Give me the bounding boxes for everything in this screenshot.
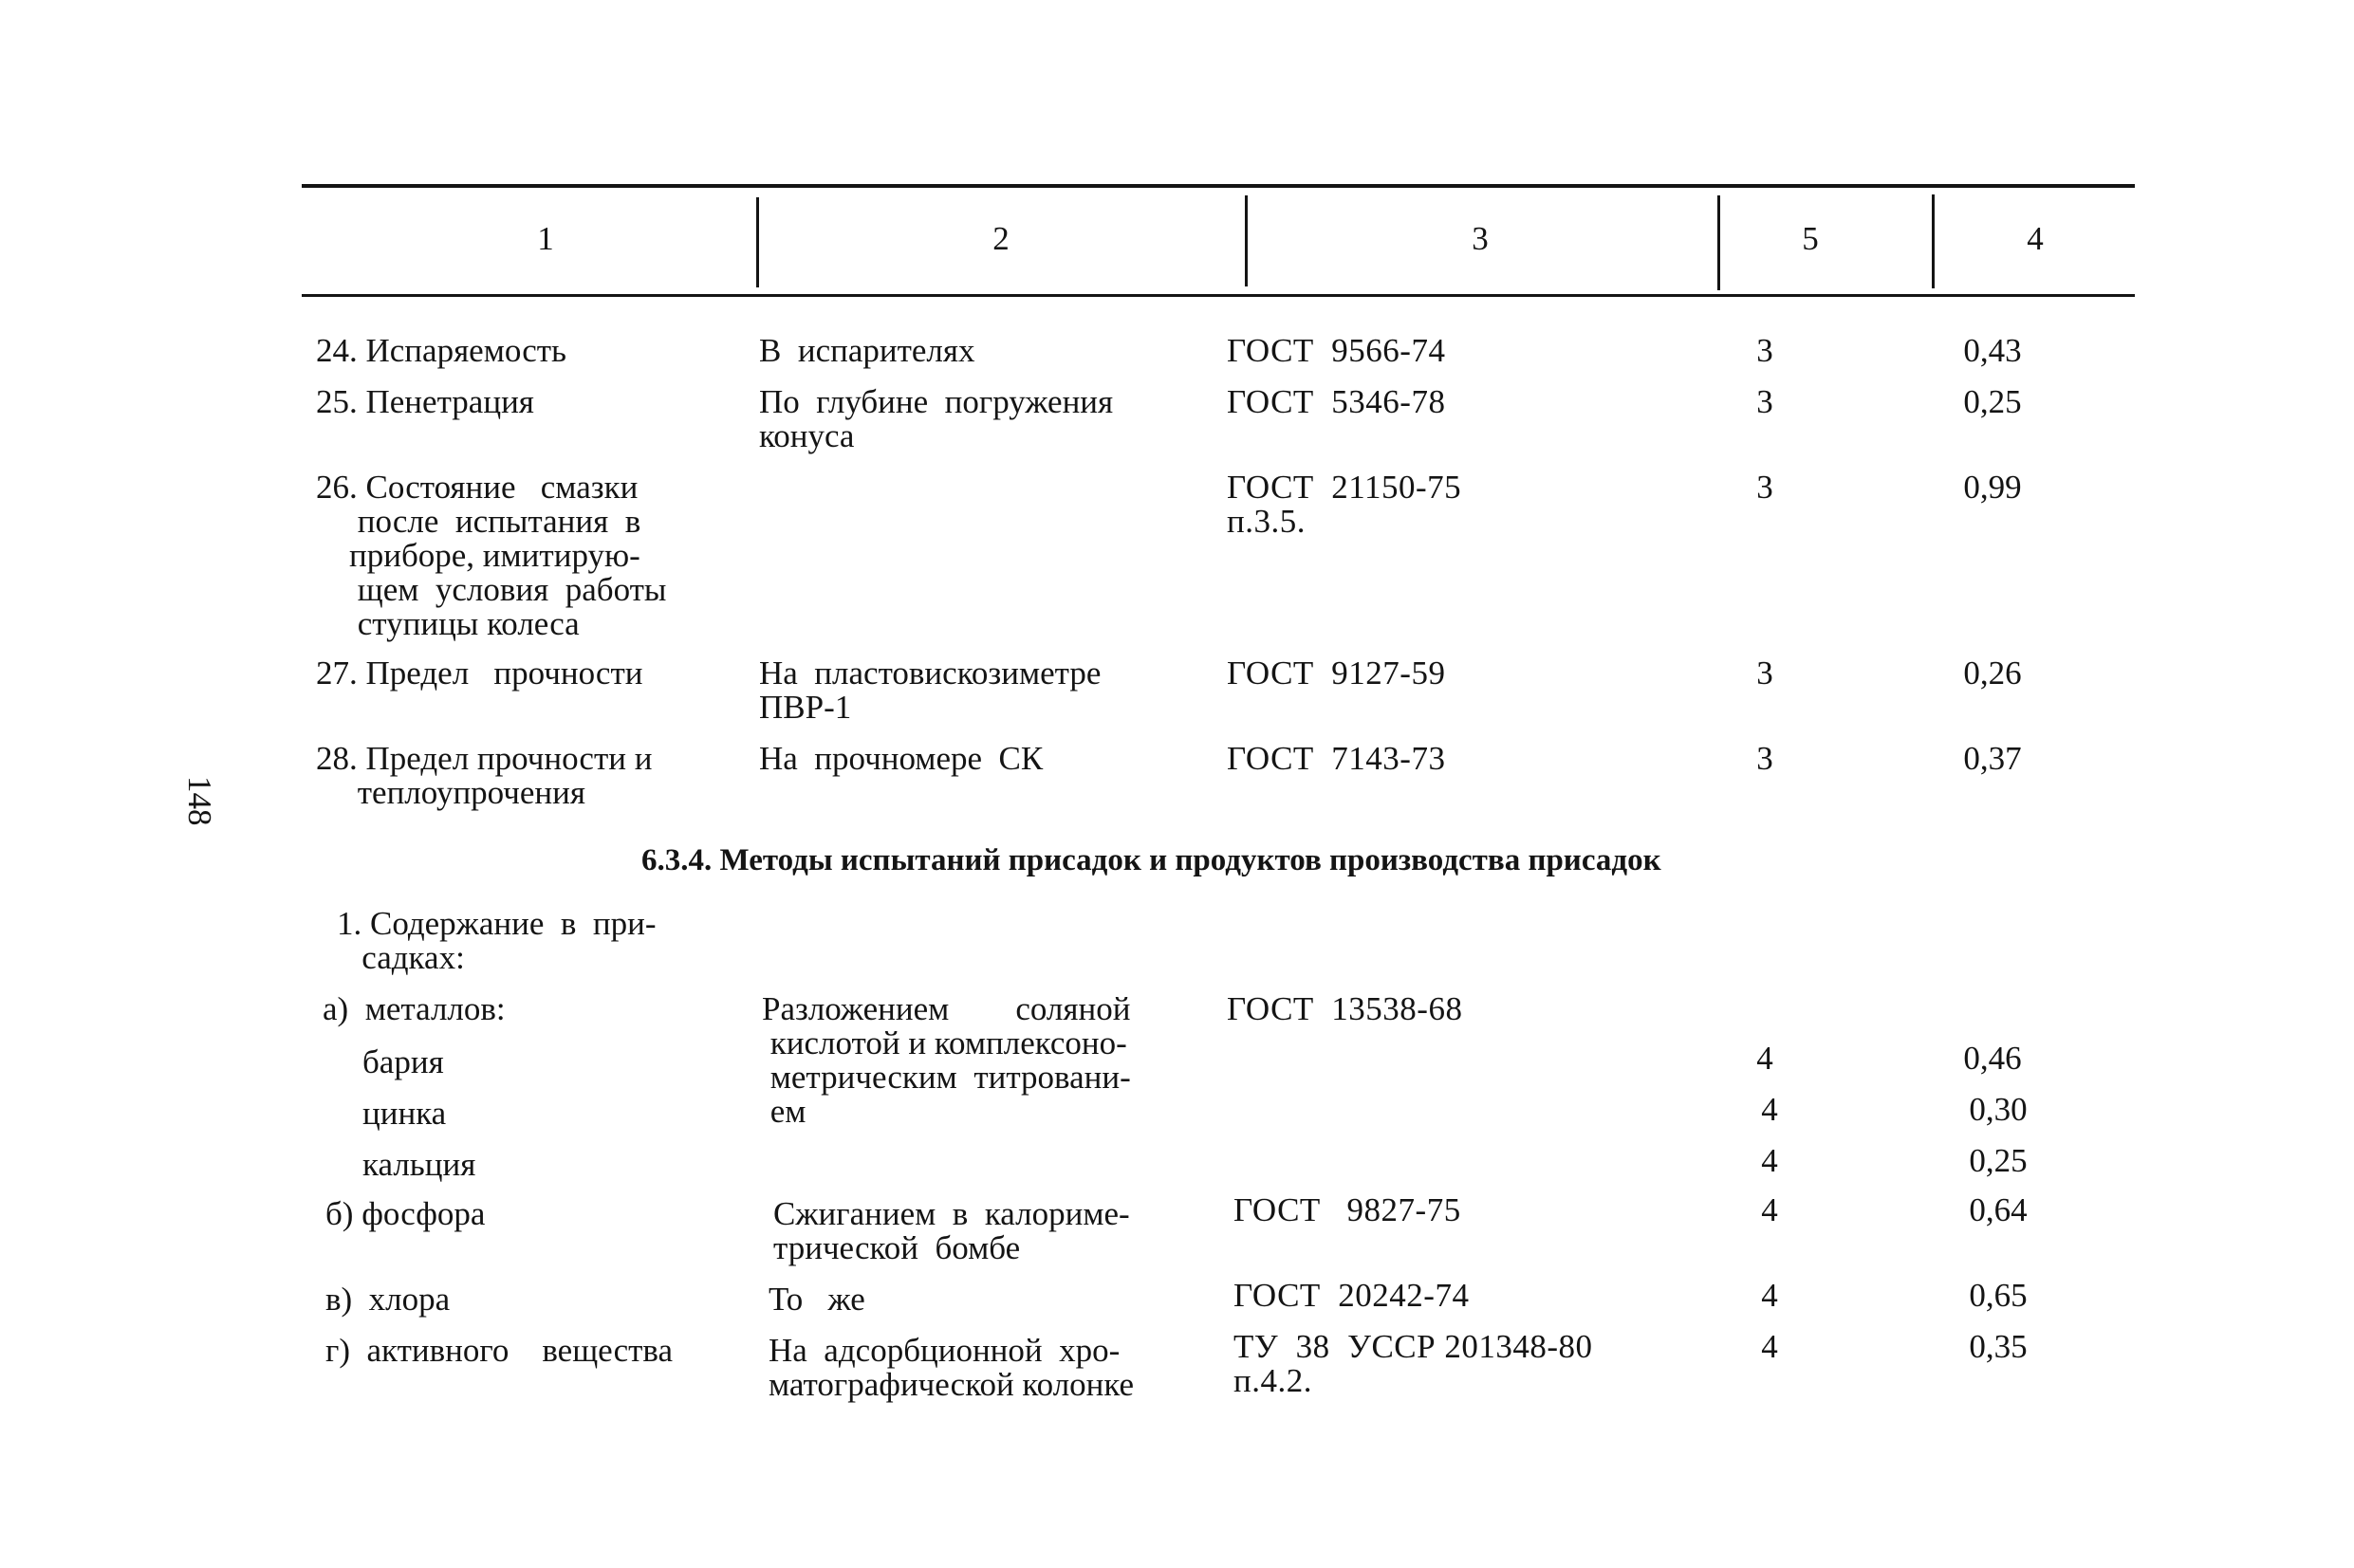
header-divider — [1245, 195, 1248, 286]
row-active-substance-col5: 4 — [1761, 1328, 1778, 1365]
row-chlorine-col4: 0,65 — [1969, 1277, 2028, 1314]
row-25-method-line2: конуса — [759, 417, 855, 454]
metal-barium-col5: 4 — [1756, 1040, 1773, 1077]
row-26-col5: 3 — [1756, 469, 1773, 506]
row-26-name-line4: щем условия работы — [316, 571, 667, 608]
column-header-1: 1 — [537, 220, 554, 257]
metal-zinc-col5: 4 — [1761, 1091, 1778, 1128]
row-chlorine-col5: 4 — [1761, 1277, 1778, 1314]
table-header-bottom-rule — [302, 294, 2135, 297]
row-chlorine-method: То же — [769, 1281, 865, 1318]
row-active-substance-col4: 0,35 — [1969, 1328, 2028, 1365]
row-26-name-line1: 26. Состояние смазки — [316, 469, 639, 506]
row-active-substance-name: г) активного вещества — [325, 1332, 673, 1369]
row-28-col5: 3 — [1756, 740, 1773, 777]
row-28-name-line2: теплоупрочения — [316, 774, 585, 811]
row-27-method-line2: ПВР-1 — [759, 689, 852, 726]
intro-line1: 1. Содержание в при- — [337, 905, 657, 942]
row-phosphorus-name: б) фосфора — [325, 1195, 486, 1232]
metal-calcium-col4: 0,25 — [1969, 1142, 2028, 1179]
row-phosphorus-method-line2: трической бомбе — [773, 1229, 1021, 1266]
metals-method-line2: кислотой и комплексоно- — [762, 1024, 1127, 1061]
row-27-name: 27. Предел прочности — [316, 655, 643, 692]
page-number: 148 — [181, 776, 218, 826]
row-active-substance-method-line2: матографической колонке — [769, 1366, 1135, 1403]
column-header-3: 3 — [1472, 220, 1489, 257]
metals-standard: ГОСТ 13538-68 — [1227, 990, 1463, 1027]
table-top-rule — [302, 184, 2135, 188]
metal-barium-col4: 0,46 — [1963, 1040, 2022, 1077]
row-28-method: На прочномере СК — [759, 740, 1044, 777]
intro-line2: садках: — [337, 939, 465, 976]
metal-zinc: цинка — [362, 1095, 447, 1132]
row-26-col4: 0,99 — [1963, 469, 2022, 506]
header-divider — [756, 197, 759, 287]
row-24-col4: 0,43 — [1963, 332, 2022, 369]
row-28-name-line1: 28. Предел прочности и — [316, 740, 653, 777]
metal-barium: бария — [362, 1043, 444, 1080]
row-phosphorus-col4: 0,64 — [1969, 1191, 2028, 1228]
row-26-name-line3: приборе, имитирую- — [316, 537, 640, 574]
metals-method-line1: Разложением соляной — [762, 990, 1131, 1027]
row-phosphorus-standard: ГОСТ 9827-75 — [1233, 1191, 1461, 1228]
column-header-2: 2 — [992, 220, 1010, 257]
column-header-4: 4 — [2027, 220, 2044, 257]
row-26-name-line5: ступицы колеса — [316, 605, 580, 642]
metal-zinc-col4: 0,30 — [1969, 1091, 2028, 1128]
row-25-method-line1: По глубине погружения — [759, 383, 1114, 420]
metals-method-line3: метрическим титровани- — [762, 1059, 1131, 1096]
row-24-standard: ГОСТ 9566-74 — [1227, 332, 1446, 369]
section-title: 6.3.4. Методы испытаний присадок и продуктов производства присадок — [641, 843, 1661, 877]
row-active-substance-standard-line1: ТУ 38 УССР 201348-80 — [1233, 1328, 1593, 1365]
row-25-col4: 0,25 — [1963, 383, 2022, 420]
metals-method-line4: ем — [762, 1093, 806, 1130]
row-active-substance-standard-line2: п.4.2. — [1233, 1362, 1312, 1399]
row-27-method-line1: На пластовискозиметре — [759, 655, 1102, 692]
row-active-substance-method-line1: На адсорбционной хро- — [769, 1332, 1121, 1369]
header-divider — [1932, 194, 1935, 288]
row-26-name-line2: после испытания в — [316, 503, 641, 540]
row-24-col5: 3 — [1756, 332, 1773, 369]
row-25-col5: 3 — [1756, 383, 1773, 420]
metal-calcium-col5: 4 — [1761, 1142, 1778, 1179]
row-28-col4: 0,37 — [1963, 740, 2022, 777]
metal-calcium: кальция — [362, 1146, 476, 1183]
row-chlorine-standard: ГОСТ 20242-74 — [1233, 1277, 1470, 1314]
row-25-name: 25. Пенетрация — [316, 383, 534, 420]
row-27-col4: 0,26 — [1963, 655, 2022, 692]
row-27-standard: ГОСТ 9127-59 — [1227, 655, 1446, 692]
metals-label: а) металлов: — [323, 990, 506, 1027]
row-24-method: В испарителях — [759, 332, 975, 369]
column-header-5: 5 — [1802, 220, 1819, 257]
row-24-name: 24. Испаряемость — [316, 332, 567, 369]
row-chlorine-name: в) хлора — [325, 1281, 451, 1318]
row-phosphorus-method-line1: Сжиганием в калориме- — [773, 1195, 1130, 1232]
row-27-col5: 3 — [1756, 655, 1773, 692]
row-25-standard: ГОСТ 5346-78 — [1227, 383, 1446, 420]
row-phosphorus-col5: 4 — [1761, 1191, 1778, 1228]
row-26-standard-line2: п.3.5. — [1227, 503, 1306, 540]
header-divider — [1717, 195, 1720, 290]
row-26-standard-line1: ГОСТ 21150-75 — [1227, 469, 1462, 506]
row-28-standard: ГОСТ 7143-73 — [1227, 740, 1446, 777]
